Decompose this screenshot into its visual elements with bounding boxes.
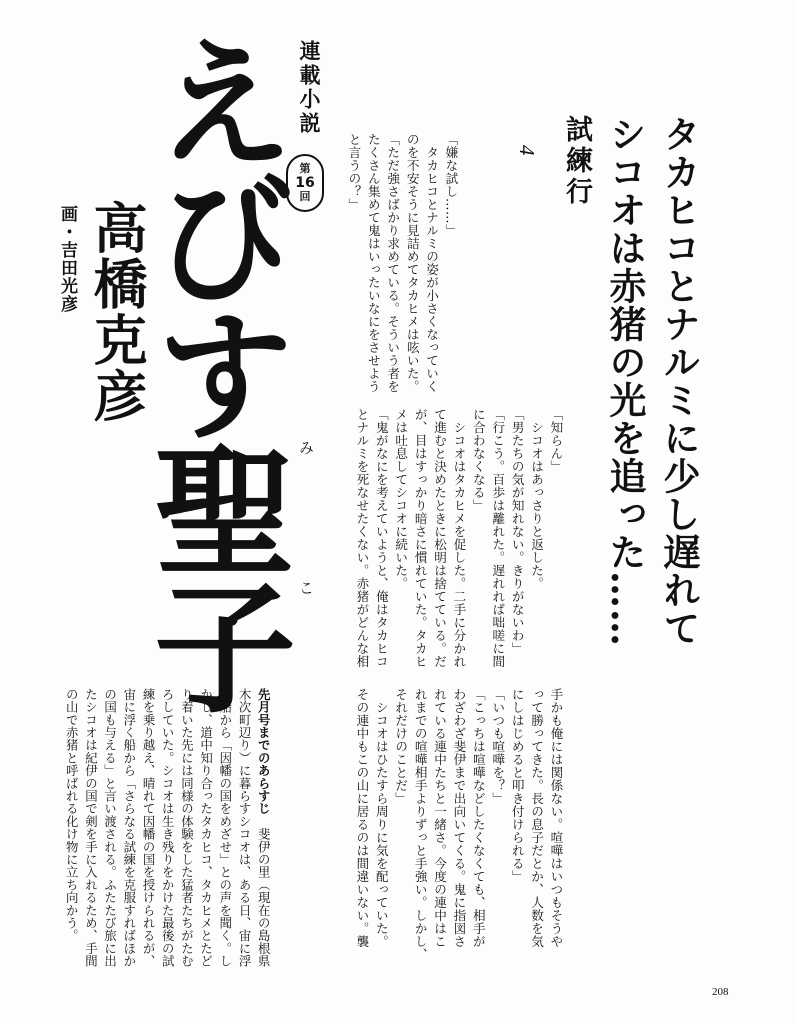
text-line: 「鬼がなにを考えていようと、俺はタカヒコ: [373, 408, 389, 668]
page-number: 208: [712, 986, 729, 998]
series-label: 連載小説: [297, 40, 321, 136]
headline-line-2: シコオは赤猪の光を追った……: [603, 115, 647, 647]
text-line: とナルミを死なせたくない。赤猪がどんな相: [354, 408, 370, 668]
text-line: 「男たちの気が知れない。きりがないわ」: [509, 408, 525, 655]
illustrator-credit: 画・吉田光彦: [57, 205, 77, 313]
text-line: それだけのことだ」: [393, 688, 409, 805]
headline: [598, 115, 706, 647]
synopsis-line: り着いた先には同様の体験をした猛者たちがたむ: [179, 688, 195, 968]
synopsis-first-line: [254, 688, 273, 967]
text-line: に合わなくなる」: [470, 408, 486, 512]
upper-text-block-a: [344, 133, 460, 393]
installment-suffix: 回: [299, 190, 311, 203]
text-line: わざわざ斐伊まで出向いてくる。鬼に指図さ: [451, 688, 467, 948]
synopsis-line: かし、道中知り合ったタカヒコ、タカヒメとたど: [198, 688, 214, 968]
text-line: って勝ってきた。長の息子だとか、人数を気: [529, 688, 545, 948]
text-line: 「ただ強さばかり求めている。そういう者を: [385, 133, 401, 393]
text-line: シコオはひたすら周りに気を配っていた。: [373, 688, 389, 948]
installment-number: 16: [295, 175, 315, 191]
headline-line-1: タカヒコとナルミに少し遅れて: [657, 115, 701, 647]
text-line: と言うの？」: [346, 133, 362, 211]
text-line: 手かも俺には関係ない。喧嘩はいつもそうや: [548, 688, 564, 948]
text-line: にしはじめると叩き付けられる」: [509, 688, 525, 883]
synopsis-line: く船から「因幡の国をめざせ」との声を聞く。し: [217, 688, 233, 968]
synopsis-first-text: 斐伊の里（現在の島根県: [256, 815, 272, 968]
text-line: たくさん集めて鬼はいったいなにをさせよう: [365, 133, 381, 393]
text-line: のを不安そうに見詰めてタカヒメは呟いた。: [404, 133, 420, 393]
upper-text-block-b: [352, 408, 565, 668]
synopsis: [62, 688, 273, 967]
text-line: れまでの喧嘩相手よりずっと手強い。しかし、: [412, 688, 428, 961]
text-line: が、目はすっかり暗さに慣れていた。タカヒ: [412, 408, 428, 668]
text-line: 「こっちは喧嘩などしたくなくても、相手が: [470, 688, 486, 948]
synopsis-heading: 先月号までのあらすじ: [256, 688, 272, 815]
text-line: シコオはあっさりと返した。: [529, 408, 545, 590]
text-line: 「知らん」: [548, 408, 564, 473]
text-line: その連中もこの山に居るのは間違いない。襲: [354, 688, 370, 948]
synopsis-line: の山で赤猪と呼ばれる化け物に立ち向かう。: [64, 688, 80, 942]
synopsis-line: たシコオは紀伊の国で剣を手に入れるため、手間: [83, 688, 99, 968]
text-line: シコオはタカヒメを促した。二手に分かれ: [451, 408, 467, 668]
text-line: タカヒコとナルミの姿が小さくなっていく: [424, 133, 440, 393]
lower-text-block: [352, 688, 565, 961]
text-line: て進むと決めたときに松明は捨てている。だ: [432, 408, 448, 668]
text-line: れている連中たちと一緒さ。今度の連中はこ: [432, 688, 448, 948]
text-line: メは吐息してシコオに続いた。: [393, 408, 409, 590]
synopsis-line: ろしていた。シコオは生き残りをかけた最後の試: [160, 688, 176, 968]
text-line: 「嫌な試し……」: [443, 133, 459, 237]
text-line: 「行こう。百歩は離れた。遅れれば咄嗟に間: [490, 408, 506, 668]
synopsis-line: の国も与える」と言い渡される。ふたたび旅に出: [102, 688, 118, 968]
section-title: 試練行: [561, 115, 592, 208]
synopsis-line: 宙に浮く船から「さらなる試練を克服すればほか: [121, 688, 137, 968]
author-name: 高橋克彦: [85, 200, 148, 424]
installment-prefix: 第: [299, 162, 311, 175]
chapter-number: 4: [515, 145, 539, 156]
title-ruby-ko: こ: [297, 580, 315, 595]
story-title: えびす聖子: [130, 30, 296, 710]
synopsis-line: 練を乗り越え、晴れて因幡の国を授けられるが、: [141, 688, 157, 968]
title-ruby-mi: み: [297, 440, 315, 455]
text-line: 「いつも喧嘩を？」: [490, 688, 506, 805]
synopsis-line: 木次町辺り）に暮らすシコオは、ある日、宙に浮: [237, 688, 253, 968]
